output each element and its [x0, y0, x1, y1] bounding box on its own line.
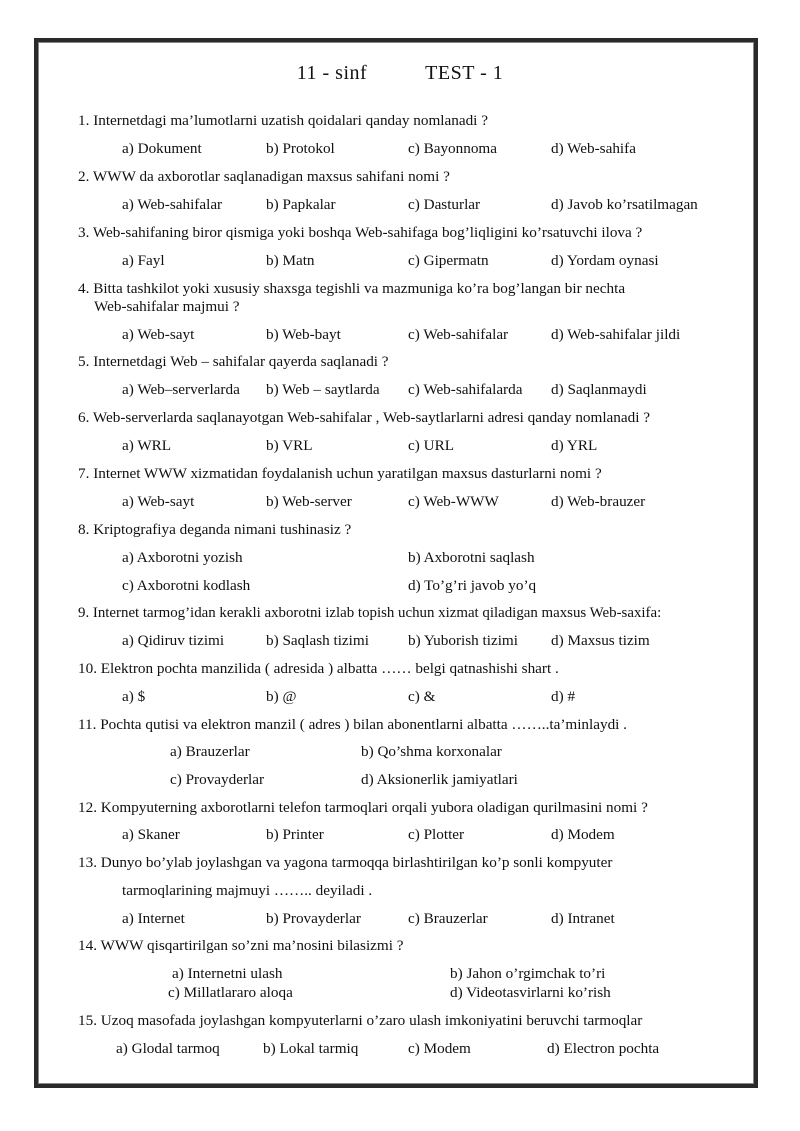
q10-option-d[interactable]: d) #	[551, 688, 576, 705]
question-12: 12. Kompyuterning axborotlarni telefon tarmoqlari orqali yubora oladigan qurilmasini nomi ?	[78, 799, 648, 816]
question-10: 10. Elektron pochta manzilida ( adresida ) albatta …… belgi qatnashishi shart .	[78, 660, 559, 677]
question-14: 14. WWW qisqartirilgan so’zni ma’nosini bilasizmi ?	[78, 937, 404, 954]
q2-option-a[interactable]: a) Web-sahifalar	[122, 196, 223, 213]
q4-option-c[interactable]: c) Web-sahifalar	[408, 326, 509, 343]
question-2: 2. WWW da axborotlar saqlanadigan maxsus sahifani nomi ?	[78, 168, 450, 185]
question-9: 9. Internet tarmog’idan kerakli axborotni izlab topish uchun xizmat qiladigan maxsus Web-saxifa:	[78, 605, 662, 621]
question-1: 1. Internetdagi ma’lumotlarni uzatish qoidalari qanday nomlanadi ?	[78, 112, 488, 129]
question-5: 5. Internetdagi Web – sahifalar qayerda saqlanadi ?	[78, 353, 389, 370]
q1-option-b[interactable]: b) Protokol	[266, 140, 335, 157]
q3-option-a[interactable]: a) Fayl	[122, 252, 165, 269]
q11-option-a[interactable]: a) Brauzerlar	[170, 743, 250, 760]
question-15: 15. Uzoq masofada joylashgan kompyuterlarni o’zaro ulash imkoniyatini beruvchi tarmoqlar	[78, 1012, 643, 1029]
grade-label: 11 - sinf	[296, 62, 368, 84]
q9-option-d[interactable]: d) Maxsus tizim	[551, 632, 650, 649]
q10-option-c[interactable]: c) &	[408, 688, 436, 705]
q7-option-c[interactable]: c) Web-WWW	[408, 493, 499, 510]
q10-option-a[interactable]: a) $	[122, 688, 146, 705]
q2-option-b[interactable]: b) Papkalar	[266, 196, 336, 213]
q8-option-d[interactable]: d) To’g’ri javob yo’q	[408, 577, 537, 594]
q12-option-b[interactable]: b) Printer	[266, 826, 324, 843]
q12-option-a[interactable]: a) Skaner	[122, 826, 180, 843]
q15-option-d[interactable]: d) Electron pochta	[547, 1040, 660, 1057]
q8-option-a[interactable]: a) Axborotni yozish	[122, 549, 243, 566]
question-4: 4. Bitta tashkilot yoki xususiy shaxsga tegishli va mazmuniga ko’ra bog’langan bir nechta	[78, 280, 626, 297]
q7-option-a[interactable]: a) Web-sayt	[122, 493, 195, 510]
q3-option-c[interactable]: c) Gipermatn	[408, 252, 489, 269]
q9-option-b[interactable]: b) Saqlash tizimi	[266, 632, 369, 649]
q15-option-c[interactable]: c) Modem	[408, 1040, 471, 1057]
q4-option-b[interactable]: b) Web-bayt	[266, 326, 341, 343]
q14-option-c[interactable]: c) Millatlararo aloqa	[168, 984, 293, 1001]
q13-option-d[interactable]: d) Intranet	[551, 910, 615, 927]
q6-option-a[interactable]: a) WRL	[122, 437, 172, 454]
q1-option-d[interactable]: d) Web-sahifa	[551, 140, 636, 157]
question-7: 7. Internet WWW xizmatidan foydalanish uchun yaratilgan maxsus dasturlarni nomi ?	[78, 465, 602, 482]
question-13-cont: tarmoqlarining majmuyi …….. deyiladi .	[122, 882, 373, 899]
q1-option-c[interactable]: c) Bayonnoma	[408, 140, 497, 157]
q8-option-c[interactable]: c) Axborotni kodlash	[122, 577, 251, 594]
question-4-cont: Web-sahifalar majmui ?	[94, 298, 240, 315]
q15-option-b[interactable]: b) Lokal tarmiq	[263, 1040, 359, 1057]
q3-option-d[interactable]: d) Yordam oynasi	[551, 252, 659, 269]
q12-option-c[interactable]: c) Plotter	[408, 826, 465, 843]
q13-option-c[interactable]: c) Brauzerlar	[408, 910, 488, 927]
q9-option-c[interactable]: b) Yuborish tizimi	[408, 632, 518, 649]
question-13: 13. Dunyo bo’ylab joylashgan va yagona tarmoqqa birlashtirilgan ko’p sonli kompyuter	[78, 854, 613, 871]
question-11: 11. Pochta qutisi va elektron manzil ( adres ) bilan abonentlarni albatta ……..ta’minlaydi .	[78, 716, 627, 733]
page-title	[0, 62, 800, 85]
q10-option-b[interactable]: b) @	[266, 688, 297, 705]
q6-option-b[interactable]: b) VRL	[266, 437, 313, 454]
q14-option-d[interactable]: d) Videotasvirlarni ko’rish	[450, 984, 611, 1001]
q4-option-d[interactable]: d) Web-sahifalar jildi	[551, 326, 681, 343]
q6-option-c[interactable]: c) URL	[408, 437, 454, 454]
q8-option-b[interactable]: b) Axborotni saqlash	[408, 549, 535, 566]
q5-option-b[interactable]: b) Web – saytlarda	[266, 381, 380, 398]
q11-option-c[interactable]: c) Provayderlar	[170, 771, 265, 788]
q5-option-d[interactable]: d) Saqlanmaydi	[551, 381, 647, 398]
q14-option-b[interactable]: b) Jahon o’rgimchak to’ri	[450, 965, 606, 982]
q7-option-d[interactable]: d) Web-brauzer	[551, 493, 646, 510]
q13-option-a[interactable]: a) Internet	[122, 910, 185, 927]
q2-option-c[interactable]: c) Dasturlar	[408, 196, 481, 213]
q3-option-b[interactable]: b) Matn	[266, 252, 315, 269]
q12-option-d[interactable]: d) Modem	[551, 826, 615, 843]
q2-option-d[interactable]: d) Javob ko’rsatilmagan	[551, 196, 698, 213]
q4-option-a[interactable]: a) Web-sayt	[122, 326, 195, 343]
q13-option-b[interactable]: b) Provayderlar	[266, 910, 361, 927]
q11-option-d[interactable]: d) Aksionerlik jamiyatlari	[361, 771, 518, 788]
q15-option-a[interactable]: a) Glodal tarmoq	[116, 1040, 220, 1057]
q9-option-a[interactable]: a) Qidiruv tizimi	[122, 632, 225, 649]
q5-option-c[interactable]: c) Web-sahifalarda	[408, 381, 523, 398]
q11-option-b[interactable]: b) Qo’shma korxonalar	[361, 743, 502, 760]
question-6: 6. Web-serverlarda saqlanayotgan Web-sahifalar , Web-saytlarlarni adresi qanday nomlanadi ?	[78, 409, 650, 426]
question-3: 3. Web-sahifaning biror qismiga yoki boshqa Web-sahifaga bog’liqligini ko’rsatuvchi ilova ?	[78, 224, 643, 241]
q7-option-b[interactable]: b) Web-server	[266, 493, 352, 510]
test-label: TEST - 1	[425, 62, 504, 84]
question-8: 8. Kriptografiya deganda nimani tushinasiz ?	[78, 521, 352, 538]
q1-option-a[interactable]: a) Dokument	[122, 140, 202, 157]
q5-option-a[interactable]: a) Web–serverlarda	[122, 381, 240, 398]
q6-option-d[interactable]: d) YRL	[551, 437, 598, 454]
q14-option-a[interactable]: a) Internetni ulash	[172, 965, 283, 982]
